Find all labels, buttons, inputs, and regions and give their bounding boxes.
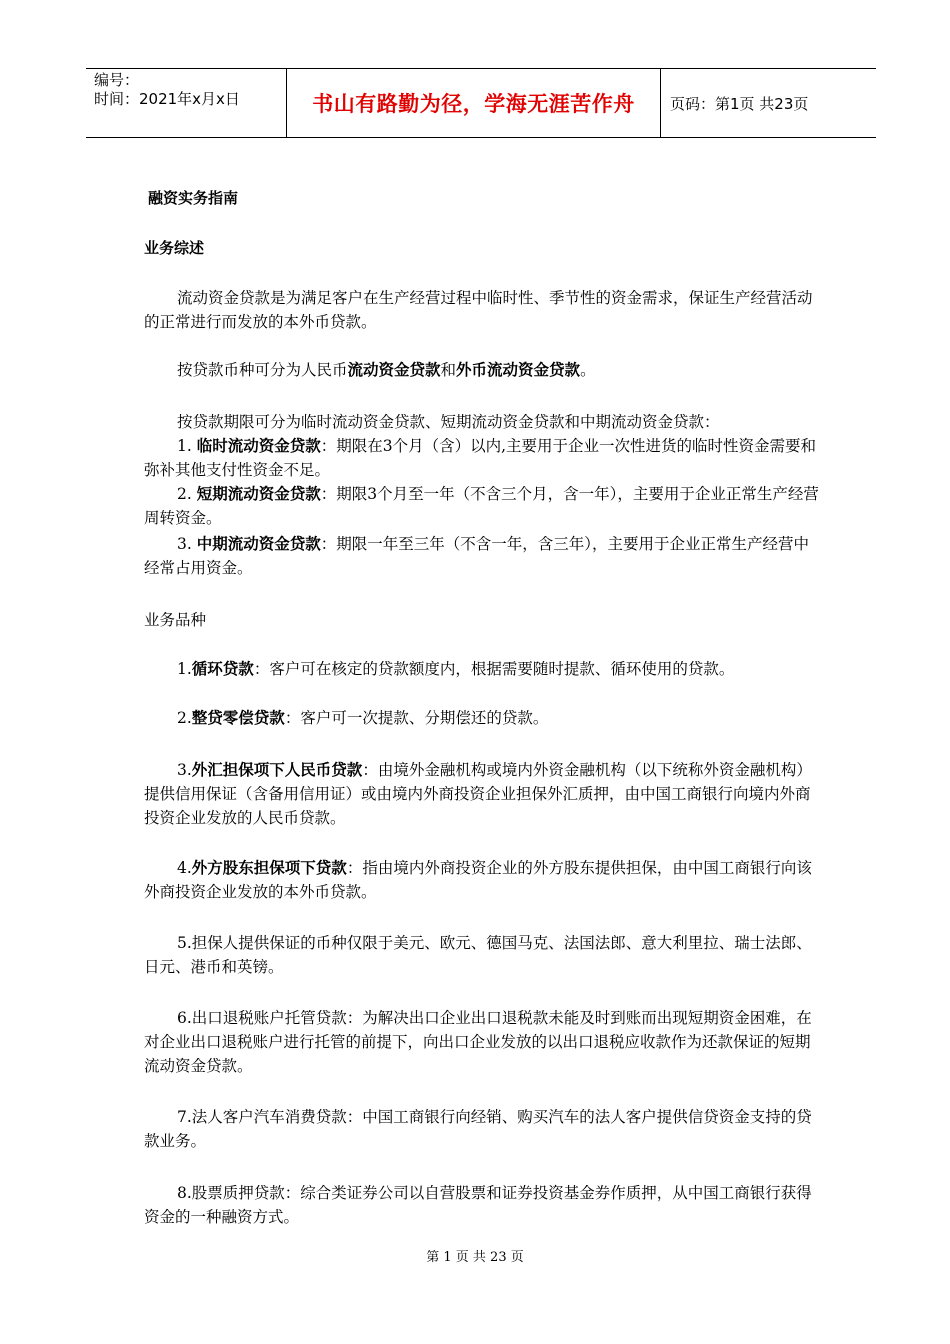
section-heading-overview: 业务综述: [144, 239, 205, 257]
paragraph-definition: 流动资金贷款是为满足客户在生产经营过程中临时性、季节性的资金需求，保证生产经营活动的正常进行而发放的本外币贷款。: [144, 289, 813, 331]
term-rmb-loan: 流动资金贷款: [347, 361, 441, 379]
list-item: 4.外方股东担保项下贷款：指由境内外商投资企业的外方股东提供担保，由中国工商银行向该外商投资企业发放的本外币贷款。: [144, 859, 812, 901]
list-item: 5.担保人提供保证的币种仅限于美元、欧元、德国马克、法国法郎、意大利里拉、瑞士法郎、日元、港币和英镑。: [144, 934, 812, 976]
list-item: 1.循环贷款：客户可在核定的贷款额度内，根据需要随时提款、循环使用的贷款。: [177, 660, 735, 678]
list-item: 2. 短期流动资金贷款：期限3个月至一年（不含三个月，含一年），主要用于企业正常生产经营周转资金。: [144, 485, 819, 527]
page-footer: 第 1 页 共 23 页: [426, 1250, 524, 1265]
section-heading-products: 业务品种: [144, 611, 207, 629]
list-item: 7.法人客户汽车消费贷款：中国工商银行向经销、购买汽车的法人客户提供信贷资金支持的贷款业务。: [144, 1108, 812, 1150]
doc-title: 融资实务指南: [148, 189, 239, 207]
header-divider: [660, 69, 661, 137]
paragraph-term: 按贷款期限可分为临时流动资金贷款、短期流动资金贷款和中期流动资金贷款：: [177, 413, 720, 431]
page-header: [86, 68, 876, 138]
header-page-info: 页码：第1页 共23页: [670, 94, 809, 113]
list-item: 1. 临时流动资金贷款：期限在3个月（含）以内,主要用于企业一次性进货的临时性资金需要和弥补其他支付性资金不足。: [144, 437, 817, 479]
time-label: 时间：2021年x月x日: [94, 90, 240, 108]
list-item: 8.股票质押贷款：综合类证券公司以自营股票和证券投资基金券作质押，从中国工商银行获得资金的一种融资方式。: [144, 1184, 812, 1226]
header-motto: 书山有路勤为径，学海无涯苦作舟: [312, 92, 635, 116]
list-item: 6.出口退税账户托管贷款：为解决出口企业出口退税款未能及时到账而出现短期资金困难，在对企业出口退税账户进行托管的前提下，向出口企业发放的以出口退税应收款作为还款保证的短期流动资金贷款。: [144, 1009, 812, 1075]
term-foreign-loan: 外币流动资金贷款: [456, 361, 581, 379]
list-item: 3.外汇担保项下人民币贷款：由境外金融机构或境内外资金融机构（以下统称外资金融机构）提供信用保证（含备用信用证）或由境内外商投资企业担保外汇质押，由中国工商银行向境内外商投资企业发放的人民币贷款。: [144, 761, 812, 827]
header-meta: [94, 71, 240, 109]
list-item: 2.整贷零偿贷款：客户可一次提款、分期偿还的贷款。: [177, 709, 549, 727]
paragraph-currency: 按贷款币种可分为人民币流动资金贷款和外币流动资金贷款。: [177, 361, 596, 379]
number-label: 编号：: [94, 71, 140, 89]
list-item: 3. 中期流动资金贷款：期限一年至三年（不含一年，含三年），主要用于企业正常生产经营中经常占用资金。: [144, 535, 809, 577]
